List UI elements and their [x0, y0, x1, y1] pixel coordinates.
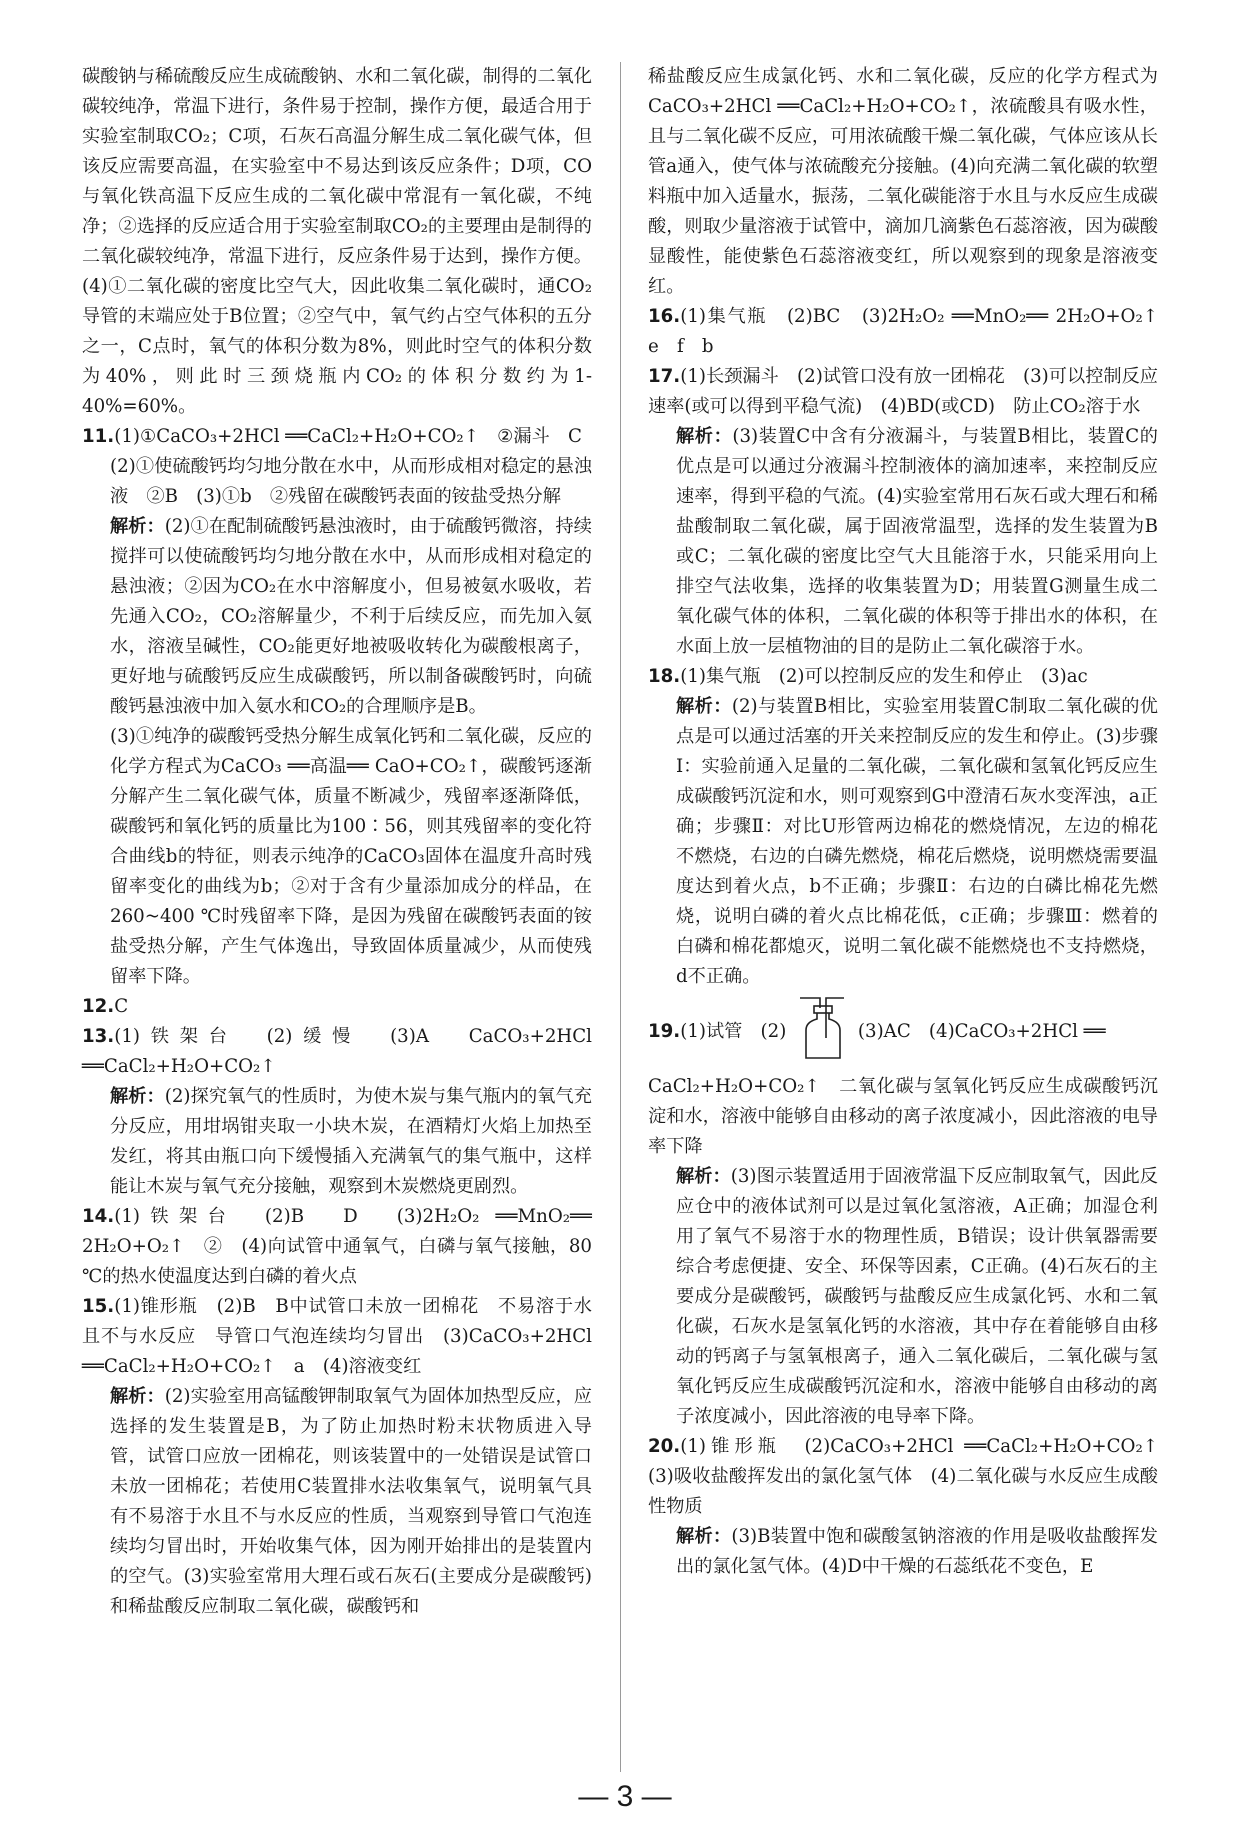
q15-answer: [82, 1292, 592, 1382]
q19-analysis: [648, 1162, 1158, 1432]
q12-answer: [82, 992, 592, 1022]
q11-answer-line2: (2)①使硫酸钙均匀地分散在水中，从而形成相对稳定的悬浊液 ②B (3)①b ②残留在碳酸钙表面的铵盐受热分解: [110, 456, 592, 507]
q14-answer: [82, 1202, 592, 1292]
q15-analysis-text: (2)实验室用高锰酸钾制取氧气为固体加热型反应，应选择的发生装置是B，为了防止加热时粉末状物质进入导管，试管口应放一团棉花，则该装置中的一处错误是试管口未放一团棉花；若使用C装置排水法收集氧气，说明氧气具有不易溶于水且不与水反应的性质，当观察到导管口气泡连续均匀冒出时，开始收集气体，因为刚开始排出的是装置内的空气。(3)实验室常用大理石或石灰石(主要成分是碳酸钙)和稀盐酸反应制取二氧化碳，碳酸钙和: [110, 1386, 592, 1617]
q19-number: 19.: [648, 1021, 681, 1042]
q20-answer: [648, 1432, 1177, 1522]
q15-continuation: 稀盐酸反应生成氯化钙、水和二氧化碳，反应的化学方程式为CaCO₃+2HCl ══CaCl₂+H₂O+CO₂↑，浓硫酸具有吸水性，且与二氧化碳不反应，可用浓硫酸干燥二氧化碳，气体应该从长管a通入，使气体与浓硫酸充分接触。(4)向充满二氧化碳的软塑料瓶中加入适量水，振荡，二氧化碳能溶于水且与水反应生成碳酸，则取少量溶液于试管中，滴加几滴紫色石蕊溶液，因为碳酸显酸性，能使紫色石蕊溶液变红，所以观察到的现象是溶液变红。: [648, 66, 1158, 297]
q11-number: 11.: [82, 426, 115, 447]
analysis-label: 解析：: [110, 516, 165, 537]
q19-answer-text1: (1)试管 (2): [680, 1021, 787, 1042]
q20-number: 20.: [648, 1436, 681, 1457]
page-number-value: 3: [616, 1780, 634, 1813]
q13-answer: [82, 1022, 592, 1082]
q20-answer-text: (1)锥形瓶 (2)CaCO₃+2HCl ══CaCl₂+H₂O+CO₂↑ (3)吸收盐酸挥发出的氯化氢气体 (4)二氧化碳与水反应生成酸性物质: [648, 1436, 1177, 1517]
q19-analysis-text: (3)图示装置适用于固液常温下反应制取氧气，因此反应仓中的液体试剂可以是过氧化氢溶液，A正确；加湿仓利用了氧气不易溶于水的物理性质，B错误；设计供氧器需要综合考虑便捷、安全、环保等因素，C正确。(4)石灰石的主要成分是碳酸钙，碳酸钙与盐酸反应生成氯化钙、水和二氧化碳，石灰水是氢氧化钙的水溶液，其中存在着能够自由移动的钙离子与氢氧根离子，通入二氧化碳后，二氧化碳与氢氧化钙反应生成碳酸钙沉淀和水，溶液中能够自由移动的离子浓度减小，因此溶液的电导率下降。: [676, 1166, 1158, 1427]
q17-analysis: [648, 422, 1158, 662]
q20-analysis: [648, 1522, 1158, 1582]
q14-answer-text: (1)铁架台 (2)B D (3)2H₂O₂ ══MnO₂══ 2H₂O+O₂↑ ② (4)向试管中通氧气，白磷与氧气接触，80 ℃的热水使温度达到白磷的着火点: [82, 1206, 592, 1287]
q15-number: 15.: [82, 1296, 115, 1317]
q15-answer-text: (1)锥形瓶 (2)B B中试管口未放一团棉花 不易溶于水且不与水反应 导管口气泡连续均匀冒出 (3)CaCO₃+2HCl ══CaCl₂+H₂O+CO₂↑ a (4)溶液变红: [82, 1296, 592, 1377]
q17-analysis-text: (3)装置C中含有分液漏斗，与装置B相比，装置C的优点是可以通过分液漏斗控制液体的滴加速率，来控制反应速率，得到平稳的气流。(4)实验室常用石灰石或大理石和稀盐酸制取二氧化碳，属于固液常温型，选择的发生装置为B或C；二氧化碳的密度比空气大且能溶于水，只能采用向上排空气法收集，选择的收集装置为D；用装置G测量生成二氧化碳气体的体积，二氧化碳的体积等于排出水的体积，在水面上放一层植物油的目的是防止二氧化碳溶于水。: [676, 426, 1158, 657]
right-column: [648, 62, 1177, 1582]
q18-answer: [648, 662, 1158, 692]
q16-answer-text: (1)集气瓶 (2)BC (3)2H₂O₂ ══MnO₂══ 2H₂O+O₂↑ e f b: [648, 306, 1177, 357]
q19-answer-line2: CaCl₂+H₂O+CO₂↑ 二氧化碳与氢氧化钙反应生成碳酸钙沉淀和水，溶液中能够自由移动的离子浓度减小，因此溶液的电导率下降: [648, 1076, 1158, 1157]
left-column: [82, 62, 592, 1622]
q20-analysis-text: (3)B装置中饱和碳酸氢钠溶液的作用是吸收盐酸挥发出的氯化氢气体。(4)D中干燥的石蕊纸花不变色，E: [676, 1526, 1158, 1577]
q17-answer-text: (1)长颈漏斗 (2)试管口没有放一团棉花 (3)可以控制反应速率(或可以得到平稳气流) (4)BD(或CD) 防止CO₂溶于水: [648, 366, 1158, 417]
page-number: — 3 —: [578, 1780, 672, 1813]
q12-answer-text: C: [114, 996, 129, 1017]
q13-analysis: [82, 1082, 592, 1202]
gas-bottle-diagram-icon: [792, 992, 852, 1072]
q18-analysis: [648, 692, 1158, 992]
q15-analysis: [82, 1382, 592, 1622]
q10-continuation: 碳酸钠与稀硫酸反应生成硫酸钠、水和二氧化碳，制得的二氧化碳较纯净，常温下进行，条件易于控制，操作方便，最适合用于实验室制取CO₂；C项，石灰石高温分解生成二氧化碳气体，但该反应需要高温，在实验室中不易达到该反应条件；D项，CO与氧化铁高温下反应生成的二氧化碳中常混有一氧化碳，不纯净；②选择的反应适合用于实验室制取CO₂的主要理由是制得的二氧化碳较纯净，常温下进行，反应条件易于达到，操作方便。(4)①二氧化碳的密度比空气大，因此收集二氧化碳时，通CO₂导管的末端应处于B位置；②空气中，氧气约占空气体积的五分之一，C点时，氧气的体积分数为8%，则此时空气的体积分数为40%，则此时三颈烧瓶内CO₂的体积分数约为1-40%=60%。: [82, 66, 592, 417]
column-divider: [620, 62, 621, 1772]
q18-analysis-text: (2)与装置B相比，实验室用装置C制取二氧化碳的优点是可以通过活塞的开关来控制反应的发生和停止。(3)步骤Ⅰ：实验前通入足量的二氧化碳，二氧化碳和氢氧化钙反应生成碳酸钙沉淀和水，则可观察到G中澄清石灰水变浑浊，a正确；步骤Ⅱ：对比U形管两边棉花的燃烧情况，左边的棉花不燃烧，右边的白磷先燃烧，棉花后燃烧，说明燃烧需要温度达到着火点，b不正确；步骤Ⅱ：右边的白磷比棉花先燃烧，说明白磷的着火点比棉花低，c正确；步骤Ⅲ：燃着的白磷和棉花都熄灭，说明二氧化碳不能燃烧也不支持燃烧，d不正确。: [676, 696, 1158, 987]
q13-analysis-text: (2)探究氧气的性质时，为使木炭与集气瓶内的氧气充分反应，用坩埚钳夹取一小块木炭，在酒精灯火焰上加热至发红，将其由瓶口向下缓慢插入充满氧气的集气瓶中，这样能让木炭与氧气充分接触，观察到木炭燃烧更剧烈。: [110, 1086, 592, 1197]
q11-answer-line1: (1)①CaCO₃+2HCl ══CaCl₂+H₂O+CO₂↑ ②漏斗 C: [114, 426, 582, 447]
q11-analysis: [82, 512, 592, 722]
q16-number: 16.: [648, 306, 681, 327]
q11-analysis-text: (2)①在配制硫酸钙悬浊液时，由于硫酸钙微溶，持续搅拌可以使硫酸钙均匀地分散在水中，从而形成相对稳定的悬浊液；②因为CO₂在水中溶解度小，但易被氨水吸收，若先通入CO₂，CO₂溶解量少，不利于后续反应，而先加入氨水，溶液呈碱性，CO₂能更好地被吸收转化为碳酸根离子，更好地与硫酸钙反应生成碳酸钙，所以制备碳酸钙时，向硫酸钙悬浊液中加入氨水和CO₂的合理顺序是B。: [110, 516, 592, 717]
q11-analysis-part3: (3)①纯净的碳酸钙受热分解生成氧化钙和二氧化碳，反应的化学方程式为CaCO₃ ══高温══ CaO+CO₂↑，碳酸钙逐渐分解产生二氧化碳气体，质量不断减少，残留率逐渐降低，碳酸钙和氧化钙的质量比为100∶56，则其残留率的变化符合曲线b的特征，则表示纯净的CaCO₃固体在温度升高时残留率变化的曲线为b；②对于含有少量添加成分的样品，在260~400 ℃时残留率下降，是因为残留在碳酸钙表面的铵盐受热分解，产生气体逸出，导致固体质量减少，从而使残留率下降。: [110, 726, 592, 987]
q17-number: 17.: [648, 366, 681, 387]
analysis-label: 解析：: [676, 426, 733, 447]
analysis-label: 解析：: [676, 696, 732, 717]
q11-answer: [82, 422, 592, 452]
analysis-label: 解析：: [676, 1166, 731, 1187]
q16-answer: [648, 302, 1177, 362]
q12-number: 12.: [82, 996, 115, 1017]
q14-number: 14.: [82, 1206, 115, 1227]
analysis-label: 解析：: [110, 1086, 165, 1107]
q19-answer-text2: (3)AC (4)CaCO₃+2HCl ══: [857, 1021, 1106, 1042]
q18-number: 18.: [648, 666, 681, 687]
analysis-label: 解析：: [110, 1386, 165, 1407]
q19-answer: [648, 992, 1158, 1072]
q13-answer-text: (1)铁架台 (2)缓慢 (3)A CaCO₃+2HCl ══CaCl₂+H₂O+CO₂↑: [82, 1026, 592, 1077]
q18-answer-text: (1)集气瓶 (2)可以控制反应的发生和停止 (3)ac: [680, 666, 1088, 687]
q13-number: 13.: [82, 1026, 115, 1047]
q17-answer: [648, 362, 1158, 422]
analysis-label: 解析：: [676, 1526, 732, 1547]
